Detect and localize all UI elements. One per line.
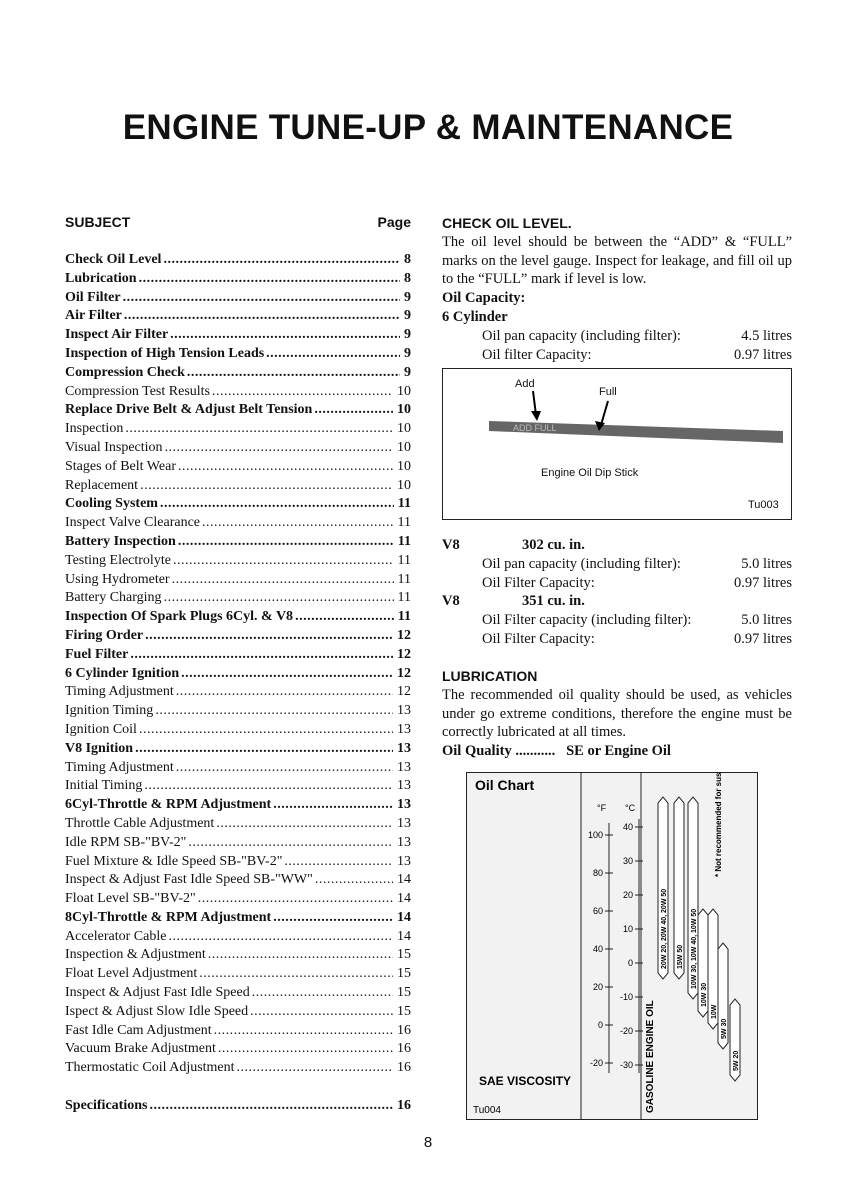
toc-entry[interactable]	[65, 778, 411, 797]
toc-entry-page: 15	[397, 966, 411, 982]
toc-entry[interactable]	[65, 421, 411, 440]
toc-column	[65, 214, 411, 1117]
leader-dots	[273, 910, 393, 926]
leader-dots	[170, 327, 400, 343]
toc-subject-header: SUBJECT	[65, 214, 131, 230]
celsius-tick-label: 10	[622, 924, 633, 934]
toc-entry-specifications[interactable]	[65, 1098, 411, 1117]
toc-entry-label: V8 Ignition	[65, 740, 134, 756]
spec-row	[442, 630, 792, 649]
oil-quality-line	[442, 742, 792, 761]
sae-viscosity-label: SAE VISCOSITY	[479, 1074, 572, 1088]
full-label: Full	[599, 386, 617, 398]
celsius-tick-label: -10	[619, 992, 633, 1002]
celsius-unit: °C	[625, 803, 636, 813]
leader-dots	[168, 929, 393, 945]
toc-entry-label: Inspect & Adjust Fast Idle Speed SB-"WW"	[65, 872, 313, 888]
toc-entry[interactable]	[65, 459, 411, 478]
v8-capacity-section	[442, 536, 792, 649]
toc-header	[65, 214, 411, 244]
six-cylinder-heading: 6 Cylinder	[442, 308, 508, 325]
leader-dots	[216, 816, 393, 832]
dipstick-figure	[442, 368, 792, 520]
toc-entry-page: 14	[397, 891, 411, 907]
toc-entry-page: 11	[397, 533, 411, 549]
spec-value: 0.97 litres	[734, 630, 792, 647]
toc-entry-label: Initial Timing	[65, 778, 143, 794]
toc-entry[interactable]	[65, 797, 411, 816]
leader-dots	[144, 778, 393, 794]
leader-dots	[172, 572, 394, 588]
oil-capacity-heading: Oil Capacity:	[442, 290, 526, 307]
figure-code: Tu003	[748, 499, 779, 511]
toc-entry-label: Inspection	[65, 421, 124, 437]
toc-entry-page: 14	[397, 909, 411, 925]
toc-entry-label: Replacement	[65, 477, 139, 493]
full-arrow	[601, 401, 608, 425]
toc-entry-label: Compression Test Results	[65, 383, 210, 399]
speed-note: * Not recommended for sustained high speed driving	[714, 773, 723, 877]
engine-name: V8	[442, 593, 460, 610]
toc-entry[interactable]	[65, 910, 411, 929]
toc-entry[interactable]	[65, 572, 411, 591]
add-arrowhead	[531, 411, 541, 421]
leader-dots	[214, 1023, 393, 1039]
toc-entry-page: 12	[397, 684, 411, 700]
toc-entry[interactable]	[65, 534, 411, 553]
toc-entry-label: Throttle Cable Adjustment	[65, 815, 215, 831]
spec-value: 0.97 litres	[734, 574, 792, 591]
toc-entry-label: Compression Check	[65, 364, 185, 380]
toc-entry[interactable]	[65, 590, 411, 609]
toc-entry-page: 13	[397, 778, 411, 794]
leader-dots	[188, 835, 393, 851]
grade-label: 15W 50	[677, 944, 684, 969]
page-number: 8	[423, 1134, 433, 1151]
v8-351-heading	[442, 592, 792, 611]
toc-entry[interactable]	[65, 327, 411, 346]
spec-value: 4.5 litres	[741, 327, 792, 344]
leader-dots	[218, 1041, 393, 1057]
toc-entry[interactable]	[65, 722, 411, 741]
celsius-tick-label: 20	[622, 890, 633, 900]
toc-entry-page: 10	[397, 439, 411, 455]
dipstick-engraving: ADD FULL	[513, 423, 557, 433]
chart-code: Tu004	[473, 1105, 501, 1116]
leader-dots	[198, 891, 393, 907]
toc-entry[interactable]	[65, 816, 411, 835]
toc-entry[interactable]	[65, 478, 411, 497]
toc-entry-label: Fuel Mixture & Idle Speed SB-"BV-2"	[65, 853, 283, 869]
leader-dots	[125, 421, 393, 437]
fahrenheit-tick-label: 100	[587, 830, 603, 840]
toc-entry-label: Float Level SB-"BV-2"	[65, 891, 196, 907]
spec-label: Oil pan capacity (including filter):	[482, 555, 681, 572]
toc-entry-page: 9	[404, 327, 411, 343]
toc-entry-label: Cooling System	[65, 496, 158, 512]
toc-entry-label: Accelerator Cable	[65, 928, 167, 944]
toc-entry-label: Ignition Coil	[65, 721, 137, 737]
toc-entry-page: 9	[404, 289, 411, 305]
toc-entry-page: 11	[397, 552, 411, 568]
toc-entry-page: 14	[397, 872, 411, 888]
toc-entry[interactable]	[65, 1060, 411, 1079]
dipstick-caption: Engine Oil Dip Stick	[541, 467, 639, 479]
toc-entry-label: Check Oil Level	[65, 252, 162, 267]
leader-dots	[273, 797, 393, 813]
toc-entry-label: Vacuum Brake Adjustment	[65, 1041, 216, 1057]
grade-label: 10W 30	[701, 982, 708, 1007]
lubrication-heading: LUBRICATION	[442, 668, 538, 684]
toc-entry-label: Inspection & Adjustment	[65, 947, 206, 963]
toc-entry[interactable]	[65, 1004, 411, 1023]
toc-entry-label: Inspection Of Spark Plugs 6Cyl. & V8	[65, 609, 294, 625]
leader-dots	[164, 590, 394, 606]
toc-entry-label: Specifications	[65, 1098, 148, 1114]
toc-entry-label: 6Cyl-Throttle & RPM Adjustment	[65, 797, 272, 813]
leader-dots	[252, 985, 393, 1001]
toc-entry-page: 10	[397, 421, 411, 437]
toc-entry-page: 12	[397, 627, 411, 643]
spec-row	[442, 611, 792, 630]
toc-entry-page: 13	[397, 797, 411, 813]
engine-size: 302 cu. in.	[522, 537, 585, 553]
spec-value: 0.97 litres	[734, 346, 792, 363]
toc-entry-page: 13	[397, 740, 411, 756]
toc-entry-page: 10	[397, 402, 411, 418]
toc-entry-page: 10	[397, 383, 411, 399]
celsius-tick-label: 40	[622, 822, 633, 832]
toc-entry-label: Float Level Adjustment	[65, 966, 198, 982]
toc-entry[interactable]	[65, 402, 411, 421]
spec-label: Oil Filter capacity (including filter):	[482, 612, 692, 629]
toc-entry-page: 12	[397, 646, 411, 662]
toc-entry-page: 11	[397, 590, 411, 606]
oil-chart-title: Oil Chart	[475, 777, 535, 793]
toc-entry-page: 9	[404, 364, 411, 380]
leader-dots	[160, 496, 394, 512]
toc-entry-page: 16	[397, 1098, 411, 1114]
leader-dots	[130, 647, 393, 663]
toc-entry[interactable]	[65, 966, 411, 985]
toc-entry-page: 12	[397, 665, 411, 681]
dipstick-illustration	[443, 369, 791, 519]
leader-dots	[187, 365, 400, 381]
fahrenheit-tick-label: 0	[597, 1020, 603, 1030]
toc-entry-page: 8	[404, 270, 411, 286]
toc-entry[interactable]	[65, 609, 411, 628]
oil-quality-label: Oil Quality ...........	[442, 743, 556, 760]
toc-entry[interactable]	[65, 684, 411, 703]
check-oil-section	[442, 214, 792, 364]
leader-dots	[199, 966, 393, 982]
toc-entry[interactable]	[65, 252, 411, 271]
toc-entry-page: 9	[404, 345, 411, 361]
lubrication-section	[442, 667, 792, 761]
spec-row	[442, 327, 792, 346]
toc-entry[interactable]	[65, 647, 411, 666]
leader-dots	[140, 478, 393, 494]
spec-label: Oil Filter Capacity:	[482, 574, 595, 591]
leader-dots	[250, 1004, 393, 1020]
toc-entry-page: 13	[397, 759, 411, 775]
engine-size: 351 cu. in.	[522, 593, 585, 610]
toc-entry-label: Thermostatic Coil Adjustment	[65, 1060, 235, 1076]
toc-entry[interactable]	[65, 929, 411, 948]
toc-entry-page: 16	[397, 1041, 411, 1057]
leader-dots	[181, 666, 393, 682]
leader-dots	[135, 741, 393, 757]
toc-entry-page: 13	[397, 815, 411, 831]
fahrenheit-unit: °F	[597, 803, 607, 813]
spec-label: Oil pan capacity (including filter):	[482, 327, 681, 344]
toc-entry[interactable]	[65, 384, 411, 403]
leader-dots	[165, 440, 393, 456]
toc-entry-page: 10	[397, 477, 411, 493]
toc-entry-label: Using Hydrometer	[65, 571, 170, 587]
toc-entry[interactable]	[65, 854, 411, 873]
check-oil-heading: CHECK OIL LEVEL.	[442, 215, 572, 231]
toc-entry-label: Visual Inspection	[65, 439, 163, 455]
spec-value: 5.0 litres	[741, 612, 792, 629]
toc-entry-page: 15	[397, 985, 411, 1001]
toc-entry[interactable]	[65, 1023, 411, 1042]
fahrenheit-tick-label: -20	[589, 1058, 603, 1068]
toc-entry[interactable]	[65, 515, 411, 534]
spec-row	[442, 574, 792, 593]
toc-entry[interactable]	[65, 365, 411, 384]
toc-entry[interactable]	[65, 872, 411, 891]
toc-entry-page: 11	[397, 609, 411, 625]
toc-entry-label: Battery Inspection	[65, 533, 176, 549]
toc-entry-label: Timing Adjustment	[65, 684, 174, 700]
leader-dots	[155, 703, 393, 719]
toc-entry-page: 14	[397, 928, 411, 944]
toc-entry-label: Battery Charging	[65, 590, 162, 606]
grade-label: 10W 30, 10W 40, 10W 50	[691, 908, 698, 989]
oil-chart-figure	[466, 772, 758, 1120]
leader-dots	[266, 346, 400, 362]
leader-dots	[124, 308, 400, 324]
leader-dots	[139, 271, 400, 287]
celsius-tick-label: -30	[619, 1060, 633, 1070]
leader-dots	[202, 515, 394, 531]
leader-dots	[212, 384, 393, 400]
toc-entry-label: Inspection of High Tension Leads	[65, 345, 265, 361]
toc-entry-page: 15	[397, 1003, 411, 1019]
leader-dots	[176, 760, 393, 776]
toc-entry-label: Testing Electrolyte	[65, 552, 171, 568]
leader-dots	[314, 402, 393, 418]
fahrenheit-tick-label: 60	[592, 906, 603, 916]
leader-dots	[145, 628, 393, 644]
toc-entry-label: Inspect Air Filter	[65, 327, 169, 343]
toc-entry-page: 16	[397, 1022, 411, 1038]
spec-label: Oil filter Capacity:	[482, 346, 592, 363]
toc-entry-label: Fuel Filter	[65, 646, 129, 662]
toc-entry-page: 16	[397, 1060, 411, 1076]
spec-row	[442, 346, 792, 365]
toc-entry-page: 15	[397, 947, 411, 963]
fahrenheit-tick-label: 80	[592, 868, 603, 878]
lubrication-body: The recommended oil quality should be used, as vehicles under go extreme conditions, therefore the engine must be correctly lubricated at all times.	[442, 686, 792, 741]
toc-entry[interactable]	[65, 440, 411, 459]
toc-entry[interactable]	[65, 1041, 411, 1060]
toc-entry[interactable]	[65, 271, 411, 290]
toc-entry-label: Air Filter	[65, 308, 122, 324]
leader-dots	[208, 947, 393, 963]
leader-dots	[237, 1060, 393, 1076]
toc-entry-page: 11	[397, 496, 411, 512]
toc-list	[65, 252, 411, 1079]
engine-name: V8	[442, 537, 460, 553]
toc-entry-page: 13	[397, 834, 411, 850]
grade-label: 5W 30	[721, 1018, 728, 1039]
grade-label: 20W 20, 20W 40, 20W 50	[661, 888, 668, 969]
toc-entry[interactable]	[65, 835, 411, 854]
grade-label: 5W 20	[733, 1050, 740, 1071]
toc-entry-label: 6 Cylinder Ignition	[65, 665, 180, 681]
toc-entry-label: Lubrication	[65, 270, 137, 286]
toc-entry-label: Inspect & Adjust Fast Idle Speed	[65, 985, 250, 1001]
grade-label: 10W	[711, 1004, 718, 1019]
v8-302-heading	[442, 536, 792, 555]
toc-entry-label: Ispect & Adjust Slow Idle Speed	[65, 1003, 249, 1019]
toc-entry-label: Inspect Valve Clearance	[65, 515, 201, 531]
toc-entry-page: 13	[397, 853, 411, 869]
toc-entry-label: Replace Drive Belt & Adjust Belt Tension	[65, 402, 313, 418]
spec-row	[442, 555, 792, 574]
toc-entry[interactable]	[65, 628, 411, 647]
toc-entry[interactable]	[65, 985, 411, 1004]
check-oil-body: The oil level should be between the “ADD” & “FULL” marks on the level gauge. Inspect for leakage, and fill oil up to the “FULL” mark if level is low.	[442, 233, 792, 288]
add-label: Add	[515, 378, 535, 390]
gasoline-engine-oil-label: GASOLINE ENGINE OIL	[645, 1000, 656, 1113]
oil-quality-value: SE or Engine Oil	[566, 743, 671, 760]
toc-entry[interactable]	[65, 346, 411, 365]
grade-bars	[658, 797, 740, 1081]
toc-entry-page: 11	[397, 571, 411, 587]
toc-entry[interactable]	[65, 703, 411, 722]
toc-entry[interactable]	[65, 308, 411, 327]
leader-dots	[139, 722, 393, 738]
celsius-tick-label: -20	[619, 1026, 633, 1036]
toc-entry[interactable]	[65, 666, 411, 685]
toc-entry-page: 9	[404, 308, 411, 324]
leader-dots	[149, 1098, 393, 1114]
toc-entry[interactable]	[65, 891, 411, 910]
leader-dots	[176, 684, 393, 700]
celsius-tick-label: 0	[627, 958, 633, 968]
toc-page-header: Page	[377, 214, 411, 230]
toc-entry-page: 8	[404, 252, 411, 267]
leader-dots	[173, 553, 394, 569]
leader-dots	[284, 854, 393, 870]
oil-chart-svg	[467, 773, 757, 1119]
fahrenheit-tick-label: 20	[592, 982, 603, 992]
leader-dots	[163, 252, 400, 268]
leader-dots	[178, 534, 394, 550]
toc-entry-page: 10	[397, 458, 411, 474]
fahrenheit-tick-label: 40	[592, 944, 603, 954]
leader-dots	[295, 609, 394, 625]
toc-entry-label: Oil Filter	[65, 289, 121, 305]
toc-entry-label: Stages of Belt Wear	[65, 458, 176, 474]
toc-entry-label: Fast Idle Cam Adjustment	[65, 1022, 212, 1038]
leader-dots	[123, 290, 400, 306]
toc-entry-page: 11	[397, 515, 411, 531]
toc-entry[interactable]	[65, 947, 411, 966]
toc-entry[interactable]	[65, 553, 411, 572]
toc-entry[interactable]	[65, 760, 411, 779]
spec-label: Oil Filter Capacity:	[482, 630, 595, 647]
spec-value: 5.0 litres	[741, 555, 792, 572]
toc-entry-label: Firing Order	[65, 627, 144, 643]
toc-entry-label: 8Cyl-Throttle & RPM Adjustment	[65, 909, 272, 925]
page-title: ENGINE TUNE-UP & MAINTENANCE	[122, 108, 734, 147]
toc-entry[interactable]	[65, 496, 411, 515]
toc-entry-label: Ignition Timing	[65, 703, 154, 719]
toc-entry-page: 13	[397, 721, 411, 737]
toc-entry-page: 13	[397, 703, 411, 719]
celsius-ticks	[620, 822, 643, 1070]
leader-dots	[315, 872, 393, 888]
celsius-tick-label: 30	[622, 856, 633, 866]
toc-entry[interactable]	[65, 290, 411, 309]
toc-entry[interactable]	[65, 741, 411, 760]
leader-dots	[178, 459, 393, 475]
toc-entry-label: Timing Adjustment	[65, 759, 174, 775]
toc-entry-label: Idle RPM SB-"BV-2"	[65, 834, 187, 850]
